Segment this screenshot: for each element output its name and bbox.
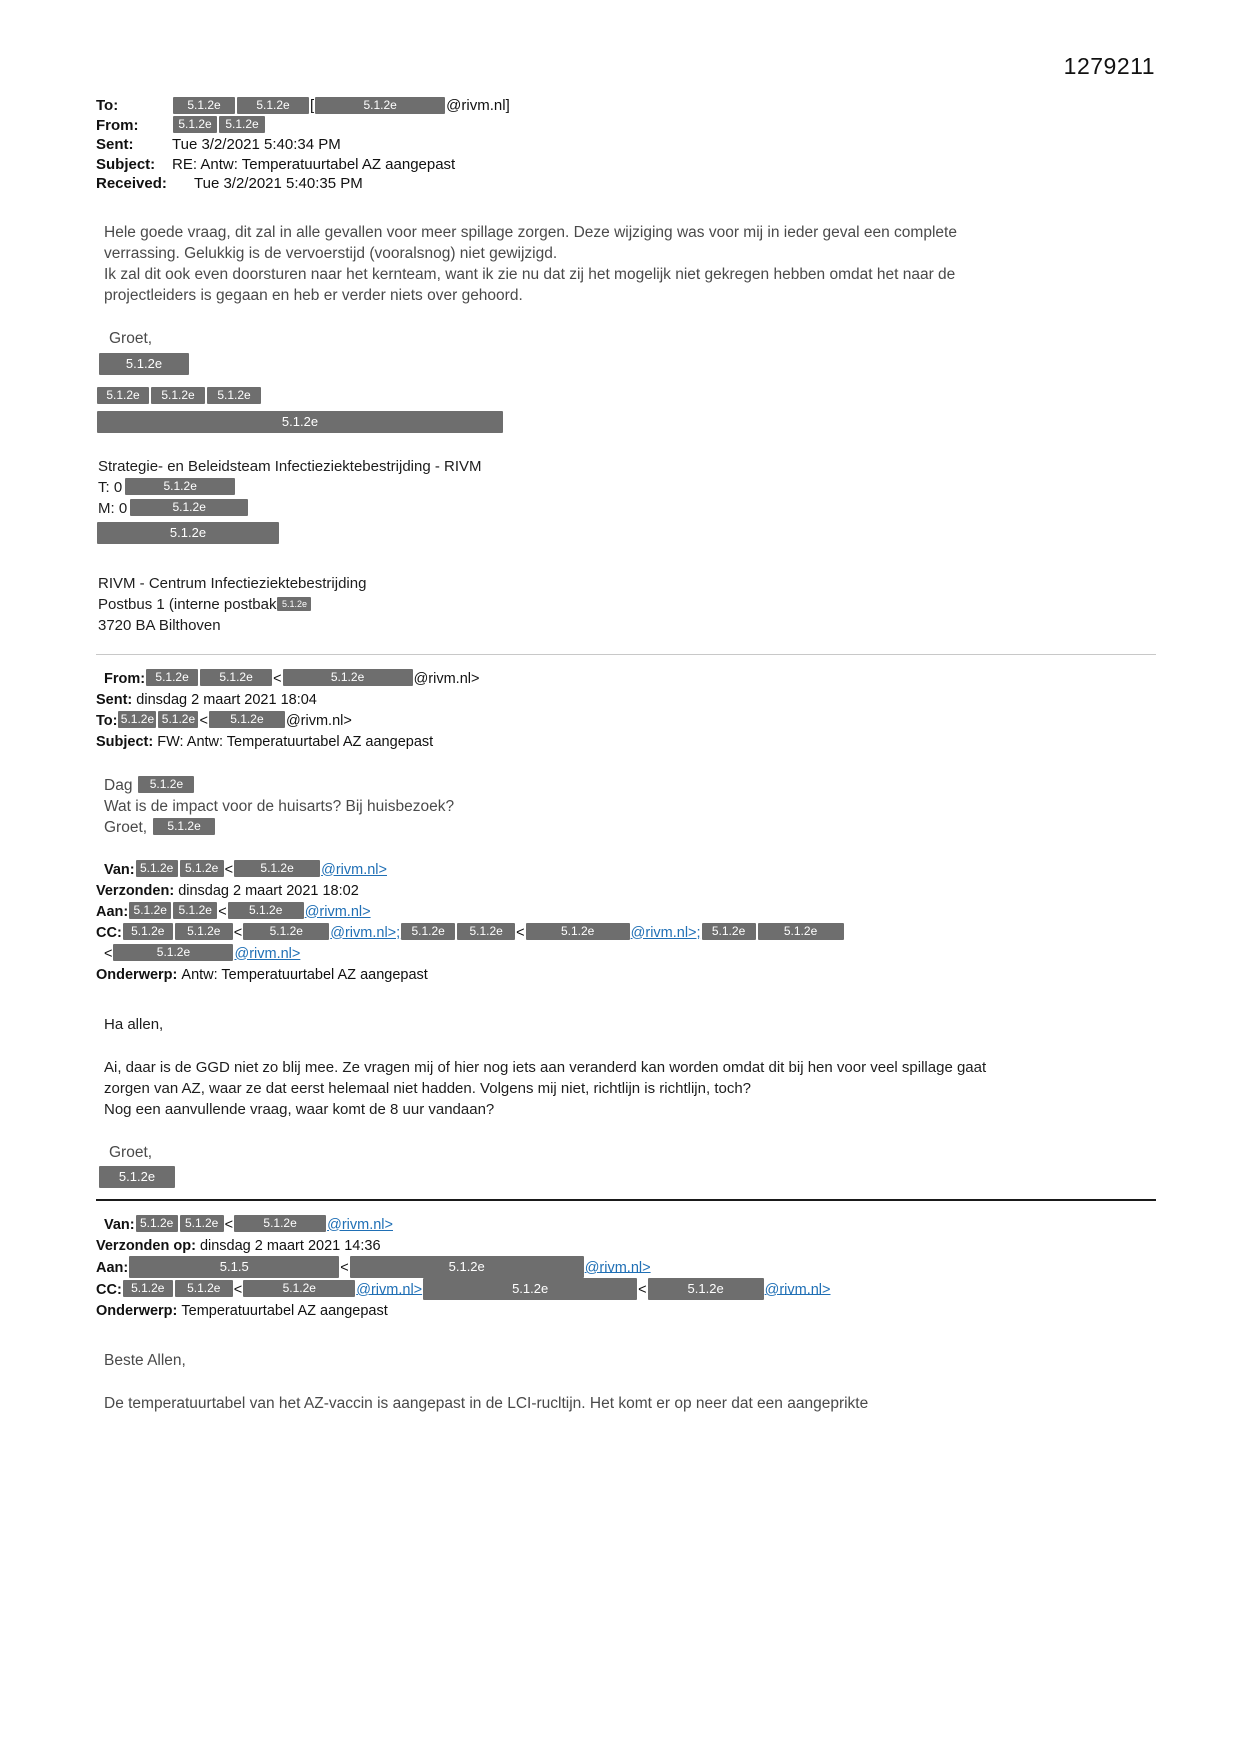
quoted2-verzonden-row bbox=[96, 881, 1156, 902]
quoted-header-3 bbox=[96, 1215, 1156, 1322]
redaction: 5.1.2e bbox=[153, 818, 215, 835]
signature-name-redaction-row bbox=[98, 354, 1156, 376]
header-row-received bbox=[96, 174, 1156, 194]
quoted3-cc-domain-1[interactable]: @rivm.nl> bbox=[356, 1281, 423, 1298]
redaction: 5.1.2e bbox=[97, 411, 503, 433]
quoted1-line2: Wat is de impact voor de huisarts? Bij huisbezoek? bbox=[104, 797, 455, 815]
message1-greeting: Groet, bbox=[109, 329, 153, 347]
message-body-1 bbox=[98, 222, 1156, 636]
redaction: 5.1.2e bbox=[125, 478, 235, 495]
quoted1-line1 bbox=[104, 775, 1156, 796]
redaction: 5.1.2e bbox=[151, 387, 205, 404]
quoted2-body bbox=[104, 1014, 1156, 1189]
header-row-from bbox=[96, 116, 1156, 136]
received-value: Tue 3/2/2021 5:40:35 PM bbox=[194, 175, 363, 192]
quoted3-para1: De temperatuurtabel van het AZ-vaccin is aangepast in de LCI-rucltijn. Het komt er op neer dat een aangeprikte bbox=[104, 1394, 869, 1412]
quoted-header-2 bbox=[96, 860, 1156, 986]
quoted1-sent-row bbox=[96, 690, 1156, 711]
document-id: 1279211 bbox=[1063, 53, 1155, 79]
redaction: 5.1.2e bbox=[175, 923, 233, 940]
sent-value: Tue 3/2/2021 5:40:34 PM bbox=[172, 136, 341, 153]
redaction: 5.1.2e bbox=[277, 597, 311, 611]
quoted3-cc-domain-2[interactable]: @rivm.nl> bbox=[764, 1281, 831, 1298]
signature-org-redaction-row bbox=[96, 412, 1156, 434]
redaction: 5.1.2e bbox=[237, 97, 309, 114]
redaction: 5.1.2e bbox=[283, 669, 413, 686]
org-line-2 bbox=[98, 594, 1156, 615]
quoted2-verzonden-value: dinsdag 2 maart 2021 18:02 bbox=[178, 882, 359, 899]
quoted2-aan-label: Aan: bbox=[96, 903, 129, 920]
redaction: 5.1.2e bbox=[350, 1256, 584, 1278]
redaction: 5.1.2e bbox=[243, 923, 329, 940]
redaction: 5.1.2e bbox=[243, 1280, 355, 1297]
quoted2-cc-domain-2[interactable]: @rivm.nl>; bbox=[630, 924, 701, 941]
quoted3-aan-domain[interactable]: @rivm.nl> bbox=[584, 1259, 651, 1276]
redaction: 5.1.2e bbox=[136, 860, 178, 877]
org-line-1: RIVM - Centrum Infectieziektebestrijding bbox=[98, 574, 367, 592]
quoted3-van-domain[interactable]: @rivm.nl> bbox=[327, 1216, 393, 1233]
quoted3-cc-label: CC: bbox=[96, 1281, 122, 1298]
quoted2-van-label: Van: bbox=[104, 861, 135, 878]
header-row-sent bbox=[96, 135, 1156, 155]
redaction: 5.1.2e bbox=[219, 116, 265, 133]
quoted3-greeting: Beste Allen, bbox=[104, 1351, 186, 1369]
redaction: 5.1.2e bbox=[118, 711, 156, 728]
redaction: 5.1.2e bbox=[234, 860, 320, 877]
quoted2-para2: Nog een aanvullende vraag, waar komt de 8 uur vandaan? bbox=[104, 1100, 495, 1118]
redaction: 5.1.2e bbox=[97, 522, 279, 544]
quoted2-cc-row: CC: 5.1.2e 5.1.2e < 5.1.2e @rivm.nl>; 5.1.2e 5.1.2e < 5.1.2e @rivm.nl>; 5.1.2e 5.1.2e bbox=[96, 923, 1156, 944]
quoted1-to-domain: @rivm.nl> bbox=[285, 712, 352, 729]
redaction: 5.1.2e bbox=[526, 923, 630, 940]
redaction: 5.1.2e bbox=[99, 353, 189, 375]
quoted1-from-domain: @rivm.nl> bbox=[413, 670, 480, 687]
header-row-to bbox=[96, 96, 1156, 116]
email-header bbox=[96, 96, 1156, 194]
from-value bbox=[172, 116, 266, 136]
redaction: 5.1.2e bbox=[136, 1215, 178, 1232]
to-label: To: bbox=[96, 97, 119, 114]
quoted2-onderwerp-row bbox=[96, 965, 1156, 986]
quoted2-cc-label: CC: bbox=[96, 924, 122, 941]
quoted2-van-domain[interactable]: @rivm.nl> bbox=[321, 861, 387, 878]
quoted1-to-row: To: 5.1.2e 5.1.2e < 5.1.2e @rivm.nl> bbox=[96, 712, 352, 729]
received-label: Received: bbox=[96, 175, 167, 192]
quoted2-onderwerp-label: Onderwerp: bbox=[96, 966, 178, 983]
quoted2-sign-redaction bbox=[98, 1167, 1156, 1189]
email-content bbox=[96, 96, 1156, 1414]
quoted3-body bbox=[104, 1350, 1156, 1414]
quoted2-greeting: Ha allen, bbox=[104, 1015, 164, 1033]
redaction: 5.1.2e bbox=[423, 1278, 637, 1300]
message1-para1: Hele goede vraag, dit zal in alle gevallen voor meer spillage zorgen. Deze wijziging was voor mij in ieder geval een complete verrassing. Gelukkig is de vervoerstijd (vooralsnog) niet gewijzigd. bbox=[104, 223, 957, 262]
header-row-subject bbox=[96, 155, 1156, 175]
redaction: 5.1.2e bbox=[175, 1280, 233, 1297]
org-line-2-text: Postbus 1 (interne postbak bbox=[98, 595, 277, 613]
quoted2-aan-domain[interactable]: @rivm.nl> bbox=[304, 903, 371, 920]
quoted3-van-label: Van: bbox=[104, 1216, 135, 1233]
quoted1-subject-value: FW: Antw: Temperatuurtabel AZ aangepast bbox=[157, 733, 434, 750]
quoted2-aan-row: Aan: 5.1.2e 5.1.2e < 5.1.2e @rivm.nl> bbox=[96, 903, 371, 920]
redaction: 5.1.5 bbox=[129, 1256, 339, 1278]
to-value bbox=[172, 96, 510, 116]
quoted3-verzonden-value: dinsdag 2 maart 2021 14:36 bbox=[199, 1237, 381, 1254]
org-line-3: 3720 BA Bilthoven bbox=[98, 616, 221, 634]
quoted1-body bbox=[104, 775, 1156, 838]
quoted3-aan-row: Aan: 5.1.5 < 5.1.2e @rivm.nl> bbox=[96, 1257, 1156, 1279]
quoted1-subject-label: Subject: bbox=[96, 733, 154, 750]
redaction: 5.1.2e bbox=[180, 860, 224, 877]
signature-mobile-label: M: 0 bbox=[98, 499, 128, 517]
quoted2-cc-row-cont: < 5.1.2e @rivm.nl> bbox=[104, 945, 301, 962]
to-bracket: [ bbox=[310, 97, 315, 114]
signature-phone bbox=[98, 477, 1156, 498]
signature-role-redaction-row bbox=[96, 388, 1156, 406]
from-label: From: bbox=[96, 116, 139, 134]
quoted2-greeting2: Groet, bbox=[109, 1143, 153, 1161]
redaction: 5.1.2e bbox=[758, 923, 844, 940]
subject-value: RE: Antw: Temperatuurtabel AZ aangepast bbox=[172, 155, 456, 173]
quoted3-onderwerp-label: Onderwerp: bbox=[96, 1302, 178, 1319]
redaction: 5.1.2e bbox=[129, 902, 171, 919]
subject-label: Subject: bbox=[96, 155, 156, 173]
sent-label: Sent: bbox=[96, 136, 134, 153]
quoted3-van-row: Van: 5.1.2e 5.1.2e < 5.1.2e @rivm.nl> bbox=[104, 1216, 393, 1233]
redaction: 5.1.2e bbox=[146, 669, 198, 686]
redaction: 5.1.2e bbox=[130, 499, 248, 516]
message1-para2: Ik zal dit ook even doorsturen naar het kernteam, want ik zie nu dat zij het mogelijk niet gekregen hebben omdat het naar de projectleiders is gegaan en heb er verder niets over gehoord. bbox=[104, 265, 956, 304]
redaction: 5.1.2e bbox=[457, 923, 515, 940]
signature-phone-label: T: 0 bbox=[98, 478, 123, 496]
redaction: 5.1.2e bbox=[315, 97, 445, 114]
quoted1-line1-text: Dag bbox=[104, 776, 133, 794]
quoted1-sent-value: dinsdag 2 maart 2021 18:04 bbox=[136, 691, 317, 708]
redaction: 5.1.2e bbox=[401, 923, 455, 940]
redaction: 5.1.2e bbox=[702, 923, 756, 940]
redaction: 5.1.2e bbox=[173, 97, 235, 114]
quoted1-sent-label: Sent: bbox=[96, 691, 133, 708]
quoted3-cc-row: CC: 5.1.2e 5.1.2e < 5.1.2e @rivm.nl> 5.1.2e < 5.1.2e @rivm.nl> bbox=[96, 1279, 1156, 1301]
quoted2-para1: Ai, daar is de GGD niet zo blij mee. Ze vragen mij of hier nog iets aan veranderd kan worden omdat dit bij hen voor veel spillage gaat zorgen van AZ, waar ze dat eerst helemaal niet hadden. Volgens mij niet, richtlijn is richtlijn, toch? bbox=[104, 1058, 987, 1097]
quoted2-verzonden-label: Verzonden: bbox=[96, 882, 175, 899]
redaction: 5.1.2e bbox=[123, 923, 173, 940]
quoted2-cc-domain-1[interactable]: @rivm.nl>; bbox=[330, 924, 401, 941]
quoted2-cc-domain-3[interactable]: @rivm.nl> bbox=[234, 945, 301, 962]
redaction: 5.1.2e bbox=[113, 944, 233, 961]
redaction: 5.1.2e bbox=[173, 902, 217, 919]
redaction: 5.1.2e bbox=[99, 1166, 175, 1188]
quoted3-verzonden-label: Verzonden op: bbox=[96, 1237, 196, 1254]
redaction: 5.1.2e bbox=[97, 387, 149, 404]
to-domain: @rivm.nl] bbox=[446, 97, 510, 114]
quoted2-van-row: Van: 5.1.2e 5.1.2e < 5.1.2e @rivm.nl> bbox=[104, 861, 387, 878]
redaction: 5.1.2e bbox=[209, 711, 285, 728]
quoted3-verzonden-row bbox=[96, 1236, 1156, 1257]
quoted3-onderwerp-value: Temperatuurtabel AZ aangepast bbox=[181, 1302, 388, 1319]
redaction: 5.1.2e bbox=[200, 669, 272, 686]
signature-team: Strategie- en Beleidsteam Infectieziektebestrijding - RIVM bbox=[98, 457, 482, 475]
redaction: 5.1.2e bbox=[158, 711, 198, 728]
quoted1-line3 bbox=[104, 817, 1156, 838]
signature-mobile bbox=[98, 498, 1156, 519]
quoted1-from-row: From: 5.1.2e 5.1.2e < 5.1.2e @rivm.nl> bbox=[104, 670, 480, 687]
quoted1-subject-row bbox=[96, 732, 1156, 753]
quoted3-onderwerp-row bbox=[96, 1301, 1156, 1322]
redaction: 5.1.2e bbox=[173, 116, 217, 133]
redaction: 5.1.2e bbox=[180, 1215, 224, 1232]
quoted3-aan-label: Aan: bbox=[96, 1259, 129, 1276]
signature-extra-redaction-row bbox=[96, 523, 1156, 545]
quoted2-onderwerp-value: Antw: Temperatuurtabel AZ aangepast bbox=[181, 966, 428, 983]
quoted-header-1 bbox=[96, 669, 1156, 753]
quoted1-line3-text: Groet, bbox=[104, 818, 148, 836]
redaction: 5.1.2e bbox=[207, 387, 261, 404]
redaction: 5.1.2e bbox=[138, 776, 194, 793]
redaction: 5.1.2e bbox=[234, 1215, 326, 1232]
redaction: 5.1.2e bbox=[648, 1278, 764, 1300]
redaction: 5.1.2e bbox=[123, 1280, 173, 1297]
quoted1-to-label: To: bbox=[96, 712, 118, 729]
quoted1-from-label: From: bbox=[104, 670, 146, 687]
redaction: 5.1.2e bbox=[228, 902, 304, 919]
